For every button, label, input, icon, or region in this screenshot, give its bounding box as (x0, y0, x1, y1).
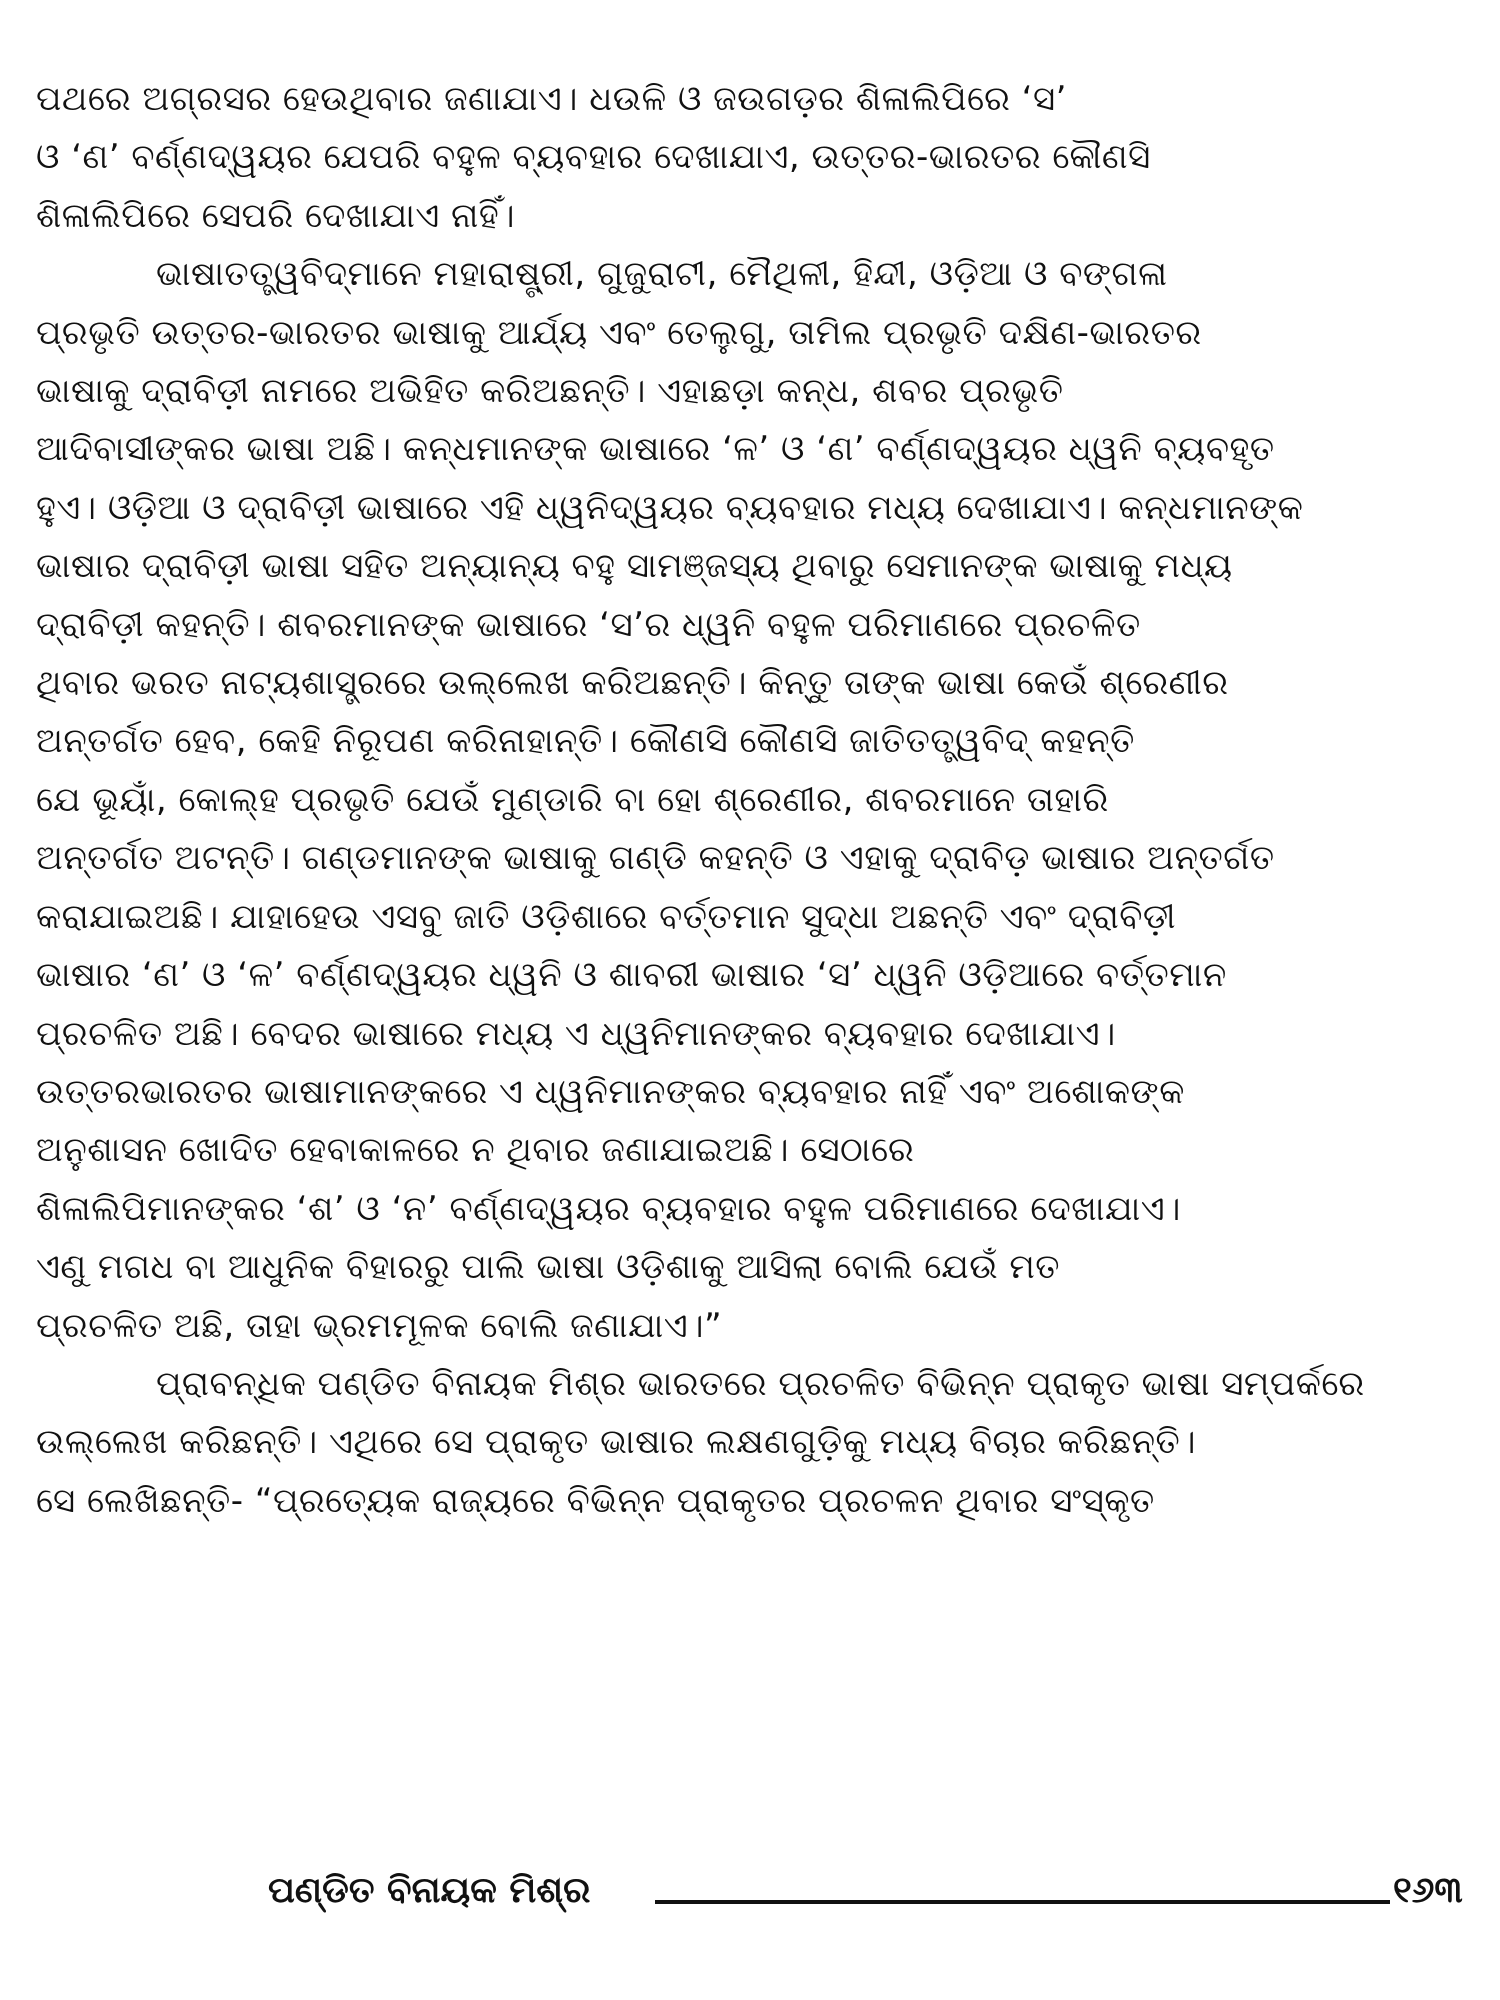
text-line: ଥିବାର ଭରତ ନାଟ୍ୟଶାସ୍ତ୍ରରେ ଉଲ୍ଲେଖ କରିଅଛନ୍ତି। କିନ୍ତୁ ତାଙ୍କ ଭାଷା କେଉଁ ଶ୍ରେଣୀର (36, 663, 1229, 704)
text-line: ଏଣୁ ମଗଧ ବା ଆଧୁନିକ ବିହାରରୁ ପାଲି ଭାଷା ଓଡ଼ିଶାକୁ ଆସିଲା ବୋଲି ଯେଉଁ ମତ (36, 1247, 1061, 1288)
text-line: ଭାଷାର ‘ଣ’ ଓ ‘ଳ’ ବର୍ଣ୍ଣଦ୍ୱୟର ଧ୍ୱନି ଓ ଶାବରୀ ଭାଷାର ‘ସ’ ଧ୍ୱନି ଓଡ଼ିଆରେ ବର୍ତ୍ତମାନ (36, 955, 1227, 996)
text-line: ପ୍ରଚଳିତ ଅଛି। ବେଦର ଭାଷାରେ ମଧ୍ୟ ଏ ଧ୍ୱନିମାନଙ୍କର ବ୍ୟବହାର ଦେଖାଯାଏ। (36, 1013, 1116, 1054)
paragraph (36, 70, 1456, 245)
text-line: କରାଯାଇଅଛି। ଯାହାହେଉ ଏସବୁ ଜାତି ଓଡ଼ିଶାରେ ବର୍ତ୍ତମାନ ସୁଦ୍ଧା ଅଛନ୍ତି ଏବଂ ଦ୍ରାବିଡ଼ୀ (36, 896, 1177, 937)
paragraph (36, 245, 1456, 1355)
text-line: ଆଦିବାସୀଙ୍କର ଭାଷା ଅଛି। କନ୍ଧମାନଙ୍କ ଭାଷାରେ ‘ଳ’ ଓ ‘ଣ’ ବର୍ଣ୍ଣଦ୍ୱୟର ଧ୍ୱନି ବ୍ୟବହୃତ (36, 429, 1275, 470)
text-line: ଭାଷାତତ୍ତ୍ୱବିଦ୍‌ମାନେ ମହାରାଷ୍ଟ୍ରୀ, ଗୁଜୁରାଟୀ, ମୈଥିଳୀ, ହିନ୍ଦୀ, ଓଡ଼ିଆ ଓ ବଙ୍ଗଳା (156, 254, 1168, 295)
text-line: ଶିଳାଲିପିରେ ସେପରି ଦେଖାଯାଏ ନାହିଁ। (36, 195, 516, 236)
text-line: ଭାଷାକୁ ଦ୍ରାବିଡ଼ୀ ନାମରେ ଅଭିହିତ କରିଅଛନ୍ତି। ଏହାଛଡ଼ା କନ୍ଧ, ଶବର ପ୍ରଭୃତି (36, 371, 1064, 412)
text-line: ପ୍ରାବନ୍ଧିକ ପଣ୍ଡିତ ବିନାୟକ ମିଶ୍ର ଭାରତରେ ପ୍ରଚଳିତ ବିଭିନ୍ନ ପ୍ରାକୃତ ଭାଷା ସମ୍ପର୍କରେ (156, 1363, 1365, 1404)
page-footer (0, 1870, 1500, 1930)
text-line: ଅନ୍ତର୍ଗତ ଅଟନ୍ତି। ଗଣ୍ଡମାନଙ୍କ ଭାଷାକୁ ଗଣ୍ଡି କହନ୍ତି ଓ ଏହାକୁ ଦ୍ରାବିଡ଼ ଭାଷାର ଅନ୍ତର୍ଗତ (36, 838, 1275, 879)
text-line: ଶିଳାଲିପିମାନଙ୍କର ‘ଶ’ ଓ ‘ନ’ ବର୍ଣ୍ଣଦ୍ୱୟର ବ୍ୟବହାର ବହୁଳ ପରିମାଣରେ ଦେଖାଯାଏ। (36, 1188, 1181, 1229)
text-line: ପ୍ରଚଳିତ ଅଛି, ତାହା ଭ୍ରମମୂଳକ ବୋଲି ଜଣାଯାଏ।” (36, 1305, 723, 1346)
text-line: ଭାଷାର ଦ୍ରାବିଡ଼ୀ ଭାଷା ସହିତ ଅନ୍ୟାନ୍ୟ ବହୁ ସାମଞ୍ଜସ୍ୟ ଥିବାରୁ ସେମାନଙ୍କ ଭାଷାକୁ ମଧ୍ୟ (36, 546, 1233, 587)
text-line: ପଥରେ ଅଗ୍ରସର ହେଉଥିବାର ଜଣାଯାଏ। ଧଉଳି ଓ ଜଉଗଡ଼ର ଶିଳାଲିପିରେ ‘ସ’ (36, 79, 1067, 119)
text-line: ହୁଏ। ଓଡ଼ିଆ ଓ ଦ୍ରାବିଡ଼ୀ ଭାଷାରେ ଏହି ଧ୍ୱନିଦ୍ୱୟର ବ୍ୟବହାର ମଧ୍ୟ ଦେଖାଯାଏ। କନ୍ଧମାନଙ୍କ (36, 487, 1304, 528)
text-line: ଓ ‘ଣ’ ବର୍ଣ୍ଣଦ୍ୱୟର ଯେପରି ବହୁଳ ବ୍ୟବହାର ଦେଖାଯାଏ, ଉତ୍ତର-ଭାରତର କୌଣସି (36, 137, 1151, 178)
text-line: ଅନ୍ତର୍ଗତ ହେବ, କେହି ନିରୂପଣ କରିନାହାନ୍ତି। କୌଣସି କୌଣସି ଜାତିତତ୍ତ୍ୱବିଦ୍ କହନ୍ତି (36, 721, 1135, 762)
text-line: ଦ୍ରାବିଡ଼ୀ କହନ୍ତି। ଶବରମାନଙ୍କ ଭାଷାରେ ‘ସ’ର ଧ୍ୱନି ବହୁଳ ପରିମାଣରେ ପ୍ରଚଳିତ (36, 604, 1141, 645)
text-line: ସେ ଲେଖିଛନ୍ତି- “ପ୍ରତ୍ୟେକ ରାଜ୍ୟରେ ବିଭିନ୍ନ ପ୍ରାକୃତର ପ୍ରଚଳନ ଥିବାର ସଂସ୍କୃତ (36, 1480, 1155, 1521)
body-text (36, 70, 1456, 1530)
text-line: ପ୍ରଭୃତି ଉତ୍ତର-ଭାରତର ଭାଷାକୁ ଆର୍ଯ୍ୟ ଏବଂ ତେଲୁଗୁ, ତାମିଲ ପ୍ରଭୃତି ଦକ୍ଷିଣ-ଭାରତର (36, 312, 1202, 353)
paragraph (36, 1355, 1456, 1530)
footer-rule (655, 1900, 1390, 1904)
text-line: ଅନୁଶାସନ ଖୋଦିତ ହେବାକାଳରେ ନ ଥିବାର ଜଣାଯାଇଅଛି। ସେଠାରେ (36, 1130, 915, 1171)
page-number: ୧୬୩ (1393, 1870, 1463, 1911)
text-line: ଉତ୍ତରଭାରତର ଭାଷାମାନଙ୍କରେ ଏ ଧ୍ୱନିମାନଙ୍କର ବ୍ୟବହାର ନାହିଁ ଏବଂ ଅଶୋକଙ୍କ (36, 1071, 1185, 1112)
text-line: ଉଲ୍ଲେଖ କରିଛନ୍ତି। ଏଥିରେ ସେ ପ୍ରାକୃତ ଭାଷାର ଲକ୍ଷଣଗୁଡ଼ିକୁ ମଧ୍ୟ ବିଚାର କରିଛନ୍ତି। (36, 1422, 1197, 1463)
text-line: ଯେ ଭୂୟାଁ, କୋଲ୍‌ହ ପ୍ରଭୃତି ଯେଉଁ ମୁଣ୍ଡାରି ବା ହୋ ଶ୍ରେଣୀର, ଶବରମାନେ ତାହାରି (36, 779, 1109, 820)
footer-title: ପଣ୍ଡିତ ବିନାୟକ ମିଶ୍ର (268, 1870, 591, 1911)
